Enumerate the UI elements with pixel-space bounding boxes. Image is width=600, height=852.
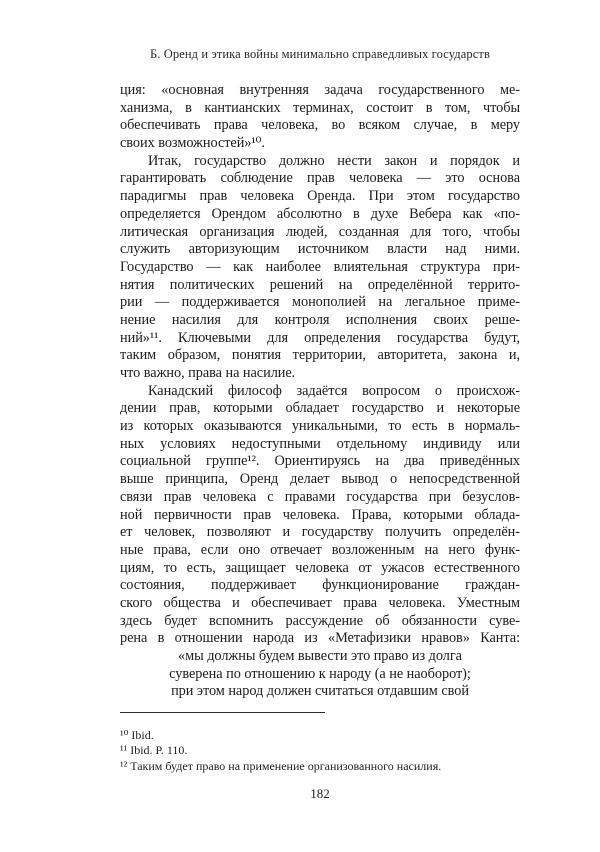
text-line: служить авторизующим источником власти над ними.: [120, 241, 520, 258]
text-line: ханизма, в кантианских терминах, состоит в том, чтобы: [120, 99, 520, 116]
footnote: ¹¹ Ibid. P. 110.: [120, 743, 188, 758]
text-line: обеспечивать права человека, во всяком случае, в меру: [120, 117, 520, 134]
running-header: Б. Оренд и этика войны минимально справедливых государств: [150, 47, 490, 61]
text-line: ний»¹¹. Ключевыми для определения государства будут,: [120, 329, 520, 346]
text-line: рии — поддерживается монополией на легальное приме-: [120, 294, 520, 311]
text-line: связи прав человека с правами государства при безуслов-: [120, 488, 520, 505]
text-line: здесь будет вспомнить рассуждение об обязанности суве-: [120, 612, 520, 629]
body-text-block: [120, 82, 520, 701]
text-line: Итак, государство должно нести закон и порядок и: [148, 152, 520, 169]
text-line: ского общества и обеспечивает права человека. Уместным: [120, 594, 520, 611]
text-line: ция: «основная внутренняя задача государственного ме-: [120, 82, 520, 98]
footnotes-block: [120, 712, 520, 774]
text-line: парадигмы прав человека Оренда. При этом государство: [120, 188, 520, 205]
quote-line: при этом народ должен считаться отдавшим свой: [171, 683, 469, 700]
text-line: гарантировать соблюдение прав человека — это основа: [120, 170, 520, 187]
text-line: Государство — как наиболее влиятельная структура при-: [120, 258, 520, 275]
paragraph: [120, 383, 520, 648]
text-line: циям, то есть, защищает человека от ужасов естественного: [120, 559, 520, 576]
text-line: определяется Орендом абсолютно в духе Вебера как «по-: [120, 205, 520, 222]
footnote: ¹⁰ Ibid.: [120, 728, 154, 742]
text-line: ной первичности прав человека. Права, которыми облада-: [120, 506, 520, 523]
paragraph: [120, 82, 520, 153]
text-line: рена в отношении народа из «Метафизики нравов» Канта:: [120, 630, 520, 647]
text-line: ет человек, позволяют и государству получить определён-: [120, 524, 520, 541]
text-line: из которых оказываются уникальными, то есть в нормаль-: [120, 418, 520, 435]
text-line: литическая организация людей, созданная для того, чтобы: [120, 223, 520, 240]
text-line: своих возможностей»¹⁰.: [120, 135, 265, 152]
text-line: что важно, права на насилие.: [120, 365, 296, 381]
text-line: Канадский философ задаётся вопросом о происхож-: [148, 382, 520, 399]
paragraph: [120, 153, 520, 383]
block-quote: [120, 648, 520, 701]
quote-line: суверена по отношению к народу (а не наоборот);: [169, 665, 471, 682]
text-line: нятия политических решений на определённой террито-: [120, 276, 520, 293]
text-line: нение насилия для контроля исполнения своих реше-: [120, 311, 520, 328]
text-line: социальной группе¹². Ориентируясь на два приведённых: [120, 453, 520, 470]
text-line: ных условиях недоступными отдельному индивиду или: [120, 435, 520, 452]
text-line: ные права, если оно отвечает возложенным на него функ-: [120, 541, 520, 558]
text-line: таким образом, понятия территории, авторитета, закона и,: [120, 347, 520, 364]
footnote: ¹² Таким будет право на применение организованного насилия.: [120, 758, 442, 773]
text-line: дении прав, которыми обладает государство и некоторые: [120, 400, 520, 417]
page-number: 182: [310, 786, 330, 801]
quote-line: «мы должны будем вывести это право из долга: [178, 648, 462, 664]
text-line: выше принципа, Оренд делает вывод о непосредственной: [120, 471, 520, 488]
footnote-separator: [120, 712, 325, 713]
text-line: состояния, поддерживает функционирование граждан-: [120, 577, 520, 594]
